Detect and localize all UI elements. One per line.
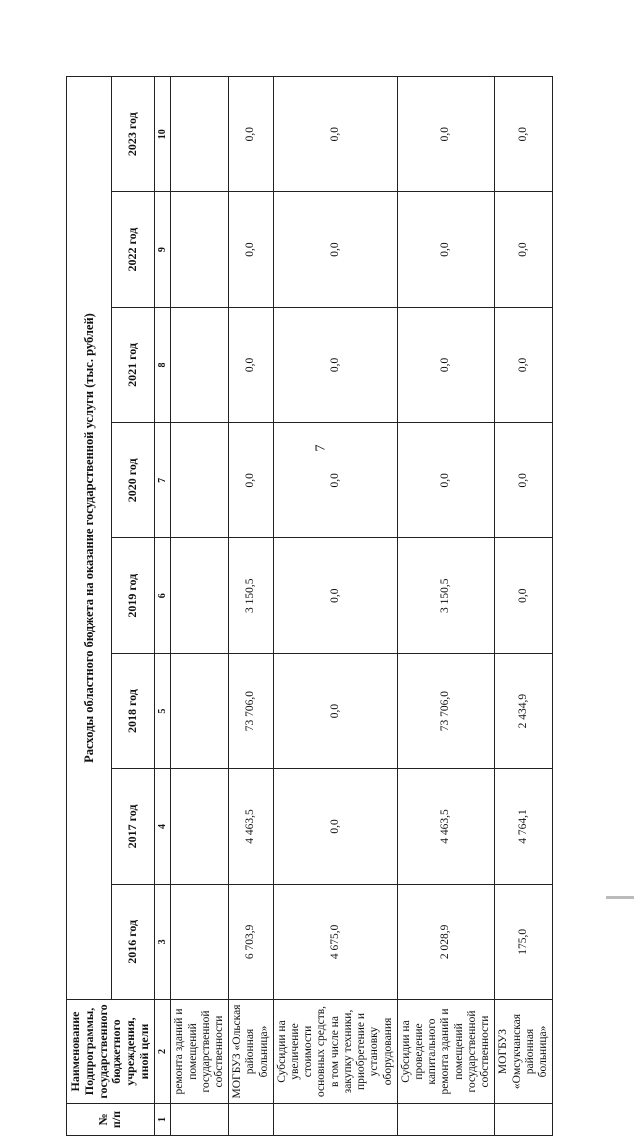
row-value: 4 764,1 bbox=[495, 769, 553, 884]
row-value bbox=[171, 769, 229, 884]
column-index: 8 bbox=[154, 307, 171, 422]
row-value: 0,0 bbox=[495, 538, 553, 653]
column-index-row bbox=[154, 77, 171, 1136]
column-index: 7 bbox=[154, 423, 171, 538]
row-name: МОГБУЗ «Ольская районная больница» bbox=[229, 1000, 274, 1104]
row-num bbox=[495, 1104, 553, 1136]
row-num bbox=[229, 1104, 274, 1136]
header-year: 2020 год bbox=[111, 423, 154, 538]
row-name: Субсидии на проведение капитального ремонта зданий и помещений государственной собственности bbox=[397, 1000, 495, 1104]
row-value: 73 706,0 bbox=[397, 653, 495, 768]
row-value: 0,0 bbox=[397, 77, 495, 192]
row-value: 4 463,5 bbox=[229, 769, 274, 884]
header-year: 2018 год bbox=[111, 653, 154, 768]
header-name: Наименование Подпрограммы, государственного бюджетного учреждения, иной цели bbox=[67, 1000, 155, 1104]
row-num bbox=[273, 1104, 397, 1136]
column-index: 3 bbox=[154, 884, 171, 999]
row-value: 4 463,5 bbox=[397, 769, 495, 884]
header-expenses-group: Расходы областного бюджета на оказание государственной услуги (тыс. рублей) bbox=[67, 77, 112, 1000]
table-row bbox=[273, 77, 397, 1136]
row-value: 0,0 bbox=[229, 307, 274, 422]
column-index: 6 bbox=[154, 538, 171, 653]
row-value: 73 706,0 bbox=[229, 653, 274, 768]
row-value: 0,0 bbox=[495, 307, 553, 422]
row-value: 0,0 bbox=[495, 192, 553, 307]
row-value bbox=[171, 538, 229, 653]
header-year: 2021 год bbox=[111, 307, 154, 422]
row-value: 0,0 bbox=[229, 192, 274, 307]
row-value: 2 028,9 bbox=[397, 884, 495, 999]
row-value bbox=[171, 884, 229, 999]
row-value bbox=[171, 77, 229, 192]
row-value: 0,0 bbox=[495, 423, 553, 538]
row-value: 3 150,5 bbox=[229, 538, 274, 653]
row-value: 0,0 bbox=[273, 423, 397, 538]
row-num bbox=[171, 1104, 229, 1136]
scan-artifact bbox=[606, 896, 634, 899]
row-num bbox=[397, 1104, 495, 1136]
table-row bbox=[495, 77, 553, 1136]
column-index: 4 bbox=[154, 769, 171, 884]
column-index: 5 bbox=[154, 653, 171, 768]
row-value: 2 434,9 bbox=[495, 653, 553, 768]
row-value: 0,0 bbox=[397, 307, 495, 422]
row-value: 4 675,0 bbox=[273, 884, 397, 999]
column-index: 2 bbox=[154, 1000, 171, 1104]
row-name: Субсидии на увеличение стоимости основных средств, в том числе на закупку техники, приобретение и установку оборудования bbox=[273, 1000, 397, 1104]
table-row bbox=[397, 77, 495, 1136]
header-year: 2016 год bbox=[111, 884, 154, 999]
row-value: 0,0 bbox=[273, 192, 397, 307]
column-index: 10 bbox=[154, 77, 171, 192]
page-number: 7 bbox=[313, 444, 329, 452]
row-value: 175,0 bbox=[495, 884, 553, 999]
row-value: 3 150,5 bbox=[397, 538, 495, 653]
budget-table bbox=[66, 76, 549, 1136]
header-year: 2023 год bbox=[111, 77, 154, 192]
row-value bbox=[171, 423, 229, 538]
row-value: 0,0 bbox=[273, 538, 397, 653]
header-year: 2022 год bbox=[111, 192, 154, 307]
header-year: 2017 год bbox=[111, 769, 154, 884]
row-value: 0,0 bbox=[397, 192, 495, 307]
row-value: 0,0 bbox=[495, 77, 553, 192]
row-value: 0,0 bbox=[273, 307, 397, 422]
row-name: МОГБУЗ «Омсукчанская районная больница» bbox=[495, 1000, 553, 1104]
row-value: 0,0 bbox=[273, 77, 397, 192]
header-num: № п/п bbox=[67, 1104, 155, 1136]
column-index: 9 bbox=[154, 192, 171, 307]
row-name: ремонта зданий и помещений государственной собственности bbox=[171, 1000, 229, 1104]
row-value: 0,0 bbox=[273, 769, 397, 884]
row-value: 0,0 bbox=[229, 423, 274, 538]
header-year: 2019 год bbox=[111, 538, 154, 653]
row-value bbox=[171, 653, 229, 768]
table-row bbox=[229, 77, 274, 1136]
row-value: 6 703,9 bbox=[229, 884, 274, 999]
row-value bbox=[171, 192, 229, 307]
row-value: 0,0 bbox=[273, 653, 397, 768]
table-row bbox=[171, 77, 229, 1136]
row-value: 0,0 bbox=[229, 77, 274, 192]
column-index: 1 bbox=[154, 1104, 171, 1136]
row-value bbox=[171, 307, 229, 422]
row-value: 0,0 bbox=[397, 423, 495, 538]
